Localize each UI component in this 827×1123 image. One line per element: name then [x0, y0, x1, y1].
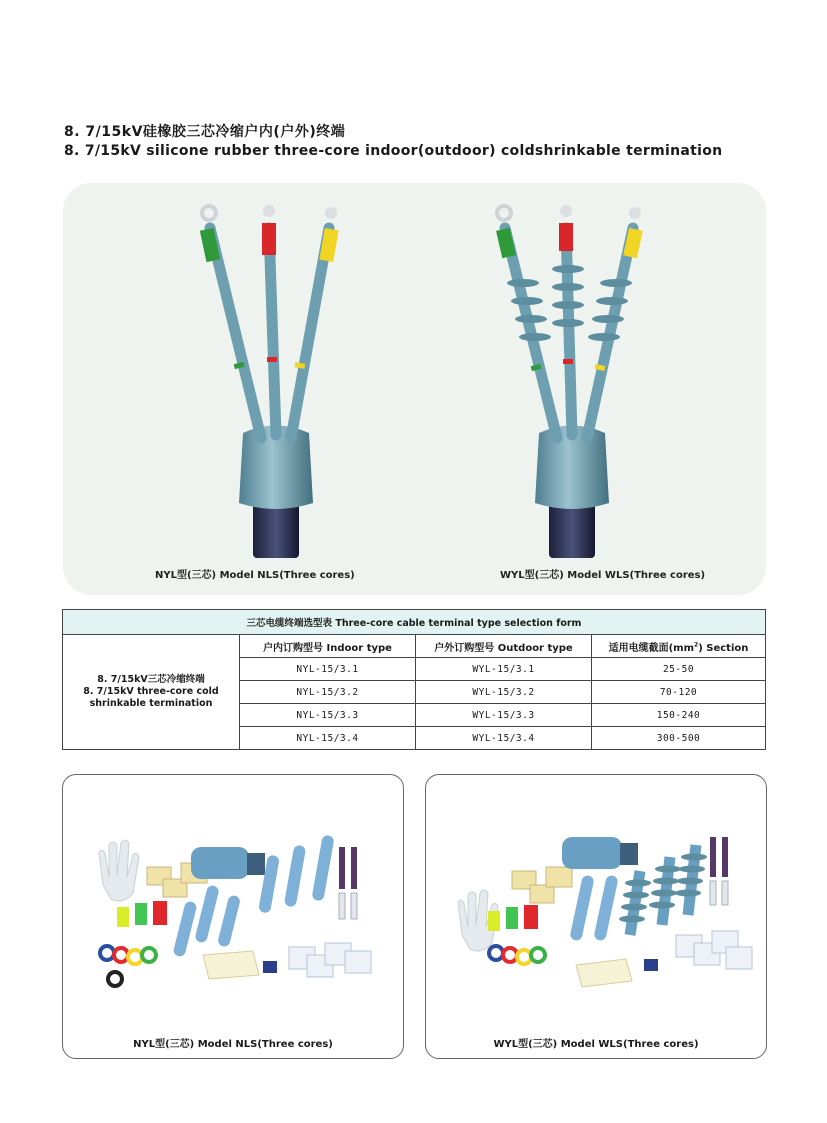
- indoor-kit-caption: NYL型(三芯) Model NLS(Three cores): [133, 1039, 333, 1050]
- selection-table: [62, 609, 766, 750]
- indoor-type-cell: NYL-15/3.3: [240, 704, 416, 727]
- page-title-cn: 8. 7/15kV硅橡胶三芯冷缩户内(户外)终端: [64, 124, 346, 140]
- product-photo-panel: [63, 183, 766, 595]
- row-label-cn: 8. 7/15kV三芯冷缩终端: [97, 674, 205, 685]
- outdoor-termination-image: [496, 205, 643, 558]
- outdoor-kit-caption: WYL型(三芯) Model WLS(Three cores): [493, 1039, 699, 1050]
- indoor-type-cell: NYL-15/3.1: [240, 658, 416, 681]
- outdoor-type-cell: WYL-15/3.2: [416, 681, 592, 704]
- outdoor-kit-panel: [425, 774, 767, 1059]
- header-indoor: 户内订购型号 Indoor type: [240, 635, 416, 658]
- section-cell: 25-50: [592, 658, 766, 681]
- indoor-kit-image: [63, 775, 403, 1025]
- page-title-en: 8. 7/15kV silicone rubber three-core indoor(outdoor) coldshrinkable termination: [64, 143, 723, 159]
- outdoor-type-cell: WYL-15/3.3: [416, 704, 592, 727]
- indoor-type-cell: NYL-15/3.4: [240, 727, 416, 750]
- section-cell: 300-500: [592, 727, 766, 750]
- table-title: 三芯电缆终端选型表 Three-core cable terminal type selection form: [63, 610, 766, 635]
- header-section: 适用电缆截面$(mm^2)$ Section: [592, 635, 766, 658]
- header-outdoor: 户外订购型号 Outdoor type: [416, 635, 592, 658]
- outdoor-type-cell: WYL-15/3.4: [416, 727, 592, 750]
- row-label-en-2: shrinkable termination: [89, 698, 213, 709]
- outdoor-caption: WYL型(三芯) Model WLS(Three cores): [500, 570, 706, 581]
- section-cell: 70-120: [592, 681, 766, 704]
- row-label-en-1: 8. 7/15kV three-core cold: [83, 686, 219, 697]
- indoor-kit-panel: [62, 774, 404, 1059]
- indoor-caption: NYL型(三芯) Model NLS(Three cores): [155, 570, 355, 581]
- termination-illustrations: [63, 183, 766, 595]
- outdoor-type-cell: WYL-15/3.1: [416, 658, 592, 681]
- indoor-type-cell: NYL-15/3.2: [240, 681, 416, 704]
- table-row-label: [63, 635, 240, 750]
- section-cell: 150-240: [592, 704, 766, 727]
- glove-icon: [99, 840, 139, 901]
- indoor-termination-image: [200, 205, 339, 558]
- outdoor-kit-image: [426, 775, 766, 1025]
